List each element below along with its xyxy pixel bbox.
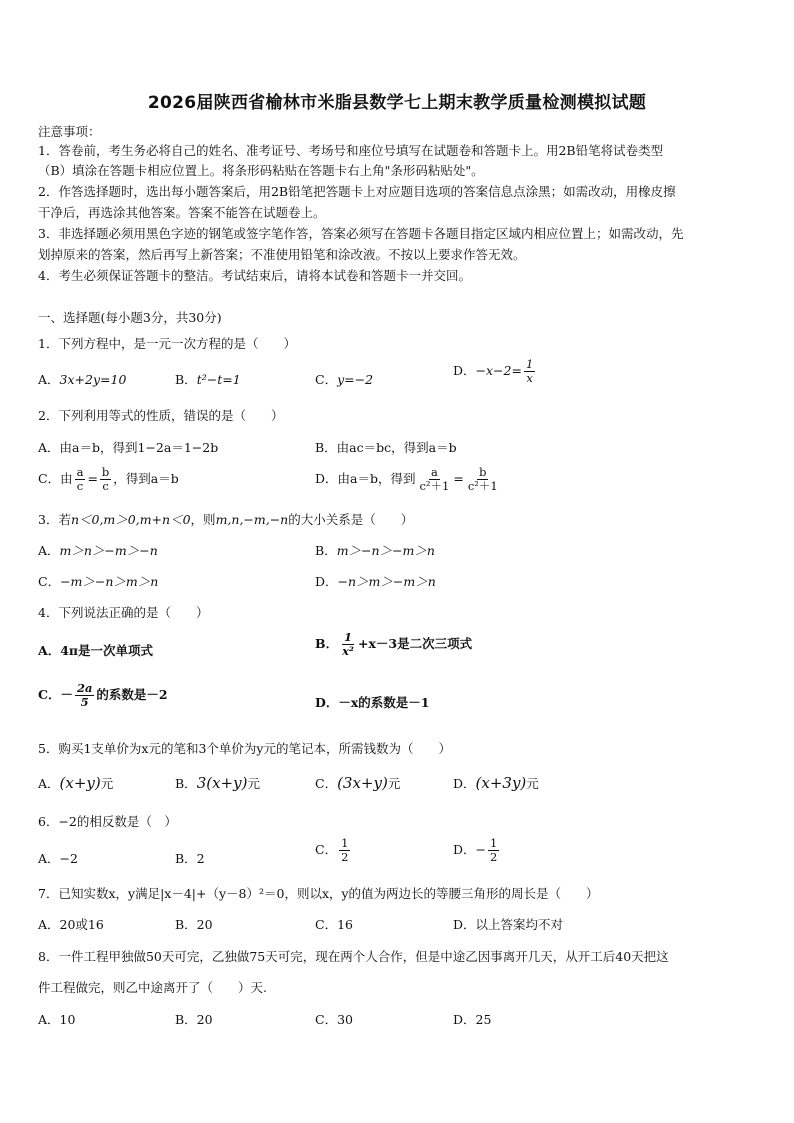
q2-c-pre: C．由 bbox=[38, 471, 73, 486]
q6-d-label: D．− bbox=[453, 842, 486, 857]
q3-a-label: A． bbox=[38, 543, 60, 558]
q4-b-fraction bbox=[340, 631, 356, 658]
q5-c-label: C． bbox=[315, 776, 338, 791]
q5-option-c bbox=[315, 774, 400, 792]
q2-option-b: B．由ac＝bc，得到a＝b bbox=[315, 440, 457, 455]
q3-b-label: B． bbox=[315, 543, 337, 558]
q6-d-denominator: 2 bbox=[490, 850, 498, 864]
q5-option-d bbox=[453, 774, 539, 792]
q2-d-den-1: c²＋1 bbox=[419, 479, 450, 493]
q1-option-d bbox=[453, 358, 537, 385]
notice-heading: 注意事项： bbox=[38, 124, 101, 139]
question-8-stem-line-1: 8．一件工程甲独做50天可完，乙独做75天可完，现在两个人合作，但是中途乙因事离开几天，从开工后40天把这 bbox=[38, 949, 669, 964]
q2-d-num-2: b bbox=[479, 465, 487, 479]
question-1-stem: 1．下列方程中，是一元一次方程的是（ ） bbox=[38, 336, 296, 351]
q1-a-math: 3x+2y=10 bbox=[59, 372, 127, 387]
q4-c-numerator: 2a bbox=[76, 681, 93, 695]
q3-a-math: m＞n＞−m＞−n bbox=[59, 543, 158, 558]
notice-line-2: （B）填涂在答题卡相应位置上。将条形码粘贴在答题卡右上角"条形码粘贴处"。 bbox=[38, 163, 484, 178]
q6-c-label: C． bbox=[315, 842, 338, 857]
q7-option-a: A．20或16 bbox=[38, 917, 104, 932]
notice-line-6: 划掉原来的答案，然后再写上新答案；不准使用铅笔和涂改液。不按以上要求作答无效。 bbox=[38, 247, 526, 262]
question-4-stem: 4．下列说法正确的是（ ） bbox=[38, 605, 209, 620]
q1-d-denominator: x bbox=[526, 371, 533, 385]
q2-d-den-2: c²＋1 bbox=[467, 479, 498, 493]
q6-option-d bbox=[453, 837, 501, 864]
question-3-stem bbox=[38, 510, 413, 528]
q5-d-label: D． bbox=[453, 776, 476, 791]
q3-option-c bbox=[38, 572, 158, 590]
q2-c-post: ，得到a＝b bbox=[113, 471, 179, 486]
q1-a-label: A． bbox=[38, 372, 60, 387]
q2-c-den-1: c bbox=[76, 479, 84, 493]
q5-option-a bbox=[38, 774, 113, 792]
q5-option-b bbox=[175, 774, 260, 792]
q2-c-fraction-1 bbox=[75, 466, 86, 493]
notice-line-7: 4．考生必须保证答题卡的整洁。考试结束后，请将本试卷和答题卡一并交回。 bbox=[38, 268, 471, 283]
q4-b-post: +x－3是二次三项式 bbox=[357, 636, 473, 651]
q1-d-numerator: 1 bbox=[525, 357, 534, 371]
q6-c-denominator: 2 bbox=[341, 850, 349, 864]
q7-option-b: B．20 bbox=[175, 917, 213, 932]
q4-option-b bbox=[315, 631, 472, 658]
q2-option-c bbox=[38, 466, 179, 493]
q2-d-fraction-1 bbox=[417, 466, 451, 493]
q5-c-math: (3x+y) bbox=[337, 774, 388, 792]
q4-c-fraction bbox=[75, 682, 94, 709]
question-7-stem: 7．已知实数x，y满足|x－4|+（y－8）²＝0，则以x，y的值为两边长的等腰三角形的周长是（ ） bbox=[38, 886, 599, 901]
q1-option-c bbox=[315, 370, 373, 388]
q2-c-den-2: c bbox=[102, 479, 109, 493]
q4-option-a: A．4π是一次单项式 bbox=[38, 643, 154, 658]
notice-line-4: 干净后，再选涂其他答案。答案不能答在试题卷上。 bbox=[38, 205, 326, 220]
q2-d-fraction-2 bbox=[466, 466, 500, 493]
q3-stem-math2: m,n,−m,−n bbox=[215, 512, 289, 527]
q4-c-label: C．－ bbox=[38, 687, 73, 702]
q3-d-math: −n＞m＞−m＞n bbox=[337, 574, 436, 589]
q5-a-label: A． bbox=[38, 776, 60, 791]
q1-b-math: t²−t=1 bbox=[196, 372, 241, 387]
q6-option-b: B．2 bbox=[175, 851, 205, 866]
section-heading: 一、选择题(每小题3分，共30分) bbox=[38, 310, 222, 325]
q1-option-a bbox=[38, 370, 126, 388]
q2-option-a: A．由a＝b，得到1−2a＝1−2b bbox=[38, 440, 219, 455]
q6-d-numerator: 1 bbox=[490, 836, 498, 850]
q2-c-fraction-2 bbox=[100, 466, 111, 493]
q6-option-a: A．−2 bbox=[38, 851, 78, 866]
q3-option-d bbox=[315, 572, 436, 590]
q2-c-equals: = bbox=[87, 471, 98, 486]
q3-stem-mid: ，则 bbox=[190, 512, 216, 527]
q6-d-fraction bbox=[488, 837, 499, 864]
q4-option-d: D．－x的系数是－1 bbox=[315, 695, 430, 710]
question-8-stem-line-2: 件工程做完，则乙中途离开了（ ）天. bbox=[38, 980, 267, 995]
q2-c-num-2: b bbox=[101, 465, 110, 479]
notice-line-5: 3．非选择题必须用黑色字迹的钢笔或签字笔作答，答案必须写在答题卡各题目指定区域内相应位置上；如需改动，先 bbox=[38, 226, 684, 241]
q8-option-b: B．20 bbox=[175, 1012, 213, 1027]
q1-d-fraction bbox=[524, 358, 535, 385]
q7-option-c: C．16 bbox=[315, 917, 353, 932]
q3-c-label: C． bbox=[38, 574, 61, 589]
q2-c-num-1: a bbox=[76, 465, 84, 479]
q5-a-math: (x+y) bbox=[59, 774, 101, 792]
q5-d-math: (x+3y) bbox=[475, 774, 527, 792]
q6-c-numerator: 1 bbox=[341, 836, 349, 850]
q3-d-label: D． bbox=[315, 574, 338, 589]
notice-line-3: 2．作答选择题时，选出每小题答案后，用2B铅笔把答题卡上对应题目选项的答案信息点涂黑；如需改动，用橡皮擦 bbox=[38, 184, 676, 199]
q3-stem-post: 的大小关系是（ ） bbox=[288, 512, 414, 527]
q4-c-post: 的系数是－2 bbox=[96, 687, 168, 702]
q1-d-math: −x−2= bbox=[475, 363, 522, 378]
q4-c-denominator: 5 bbox=[80, 695, 89, 709]
q4-b-denominator: x² bbox=[342, 644, 354, 658]
q3-c-math: −m＞−n＞m＞n bbox=[60, 574, 159, 589]
q5-b-math: 3(x+y) bbox=[196, 774, 248, 792]
q4-option-c bbox=[38, 682, 168, 709]
q1-b-label: B． bbox=[175, 372, 197, 387]
q6-option-c bbox=[315, 837, 352, 864]
q5-b-label: B． bbox=[175, 776, 197, 791]
q2-d-equals: = bbox=[453, 471, 464, 486]
q5-c-unit: 元 bbox=[387, 776, 401, 791]
q6-c-fraction bbox=[339, 837, 350, 864]
q5-a-unit: 元 bbox=[100, 776, 114, 791]
q3-stem-math: n＜0,m＞0,m+n＜0 bbox=[70, 512, 191, 527]
question-6-stem: 6．−2的相反数是（ ） bbox=[38, 814, 177, 829]
notice-line-1: 1．答卷前，考生务必将自己的姓名、准考证号、考场号和座位号填写在试题卷和答题卡上。用2B铅笔将试卷类型 bbox=[38, 143, 664, 158]
q5-b-unit: 元 bbox=[247, 776, 260, 791]
q1-c-label: C． bbox=[315, 372, 338, 387]
q2-d-num-1: a bbox=[430, 465, 438, 479]
q3-option-a bbox=[38, 541, 158, 559]
q7-option-d: D．以上答案均不对 bbox=[453, 917, 564, 932]
q3-b-math: m＞−n＞−m＞n bbox=[336, 543, 435, 558]
q3-option-b bbox=[315, 541, 435, 559]
q1-c-math: y=−2 bbox=[337, 372, 374, 387]
q5-d-unit: 元 bbox=[526, 776, 539, 791]
exam-title: 2026届陕西省榆林市米脂县数学七上期末教学质量检测模拟试题 bbox=[147, 93, 647, 113]
question-5-stem: 5．购买1支单价为x元的笔和3个单价为y元的笔记本，所需钱数为（ ） bbox=[38, 741, 451, 756]
q3-stem-pre: 3．若 bbox=[38, 512, 71, 527]
q4-b-label: B． bbox=[315, 636, 339, 651]
question-2-stem: 2．下列利用等式的性质，错误的是（ ） bbox=[38, 408, 284, 423]
q1-option-b bbox=[175, 370, 241, 388]
q8-option-d: D．25 bbox=[453, 1012, 492, 1027]
q8-option-c: C．30 bbox=[315, 1012, 353, 1027]
q2-d-pre: D．由a＝b，得到 bbox=[315, 471, 416, 486]
q4-b-numerator: 1 bbox=[344, 630, 353, 644]
q8-option-a: A．10 bbox=[38, 1012, 76, 1027]
q1-d-label: D． bbox=[453, 363, 476, 378]
q2-option-d bbox=[315, 466, 502, 493]
